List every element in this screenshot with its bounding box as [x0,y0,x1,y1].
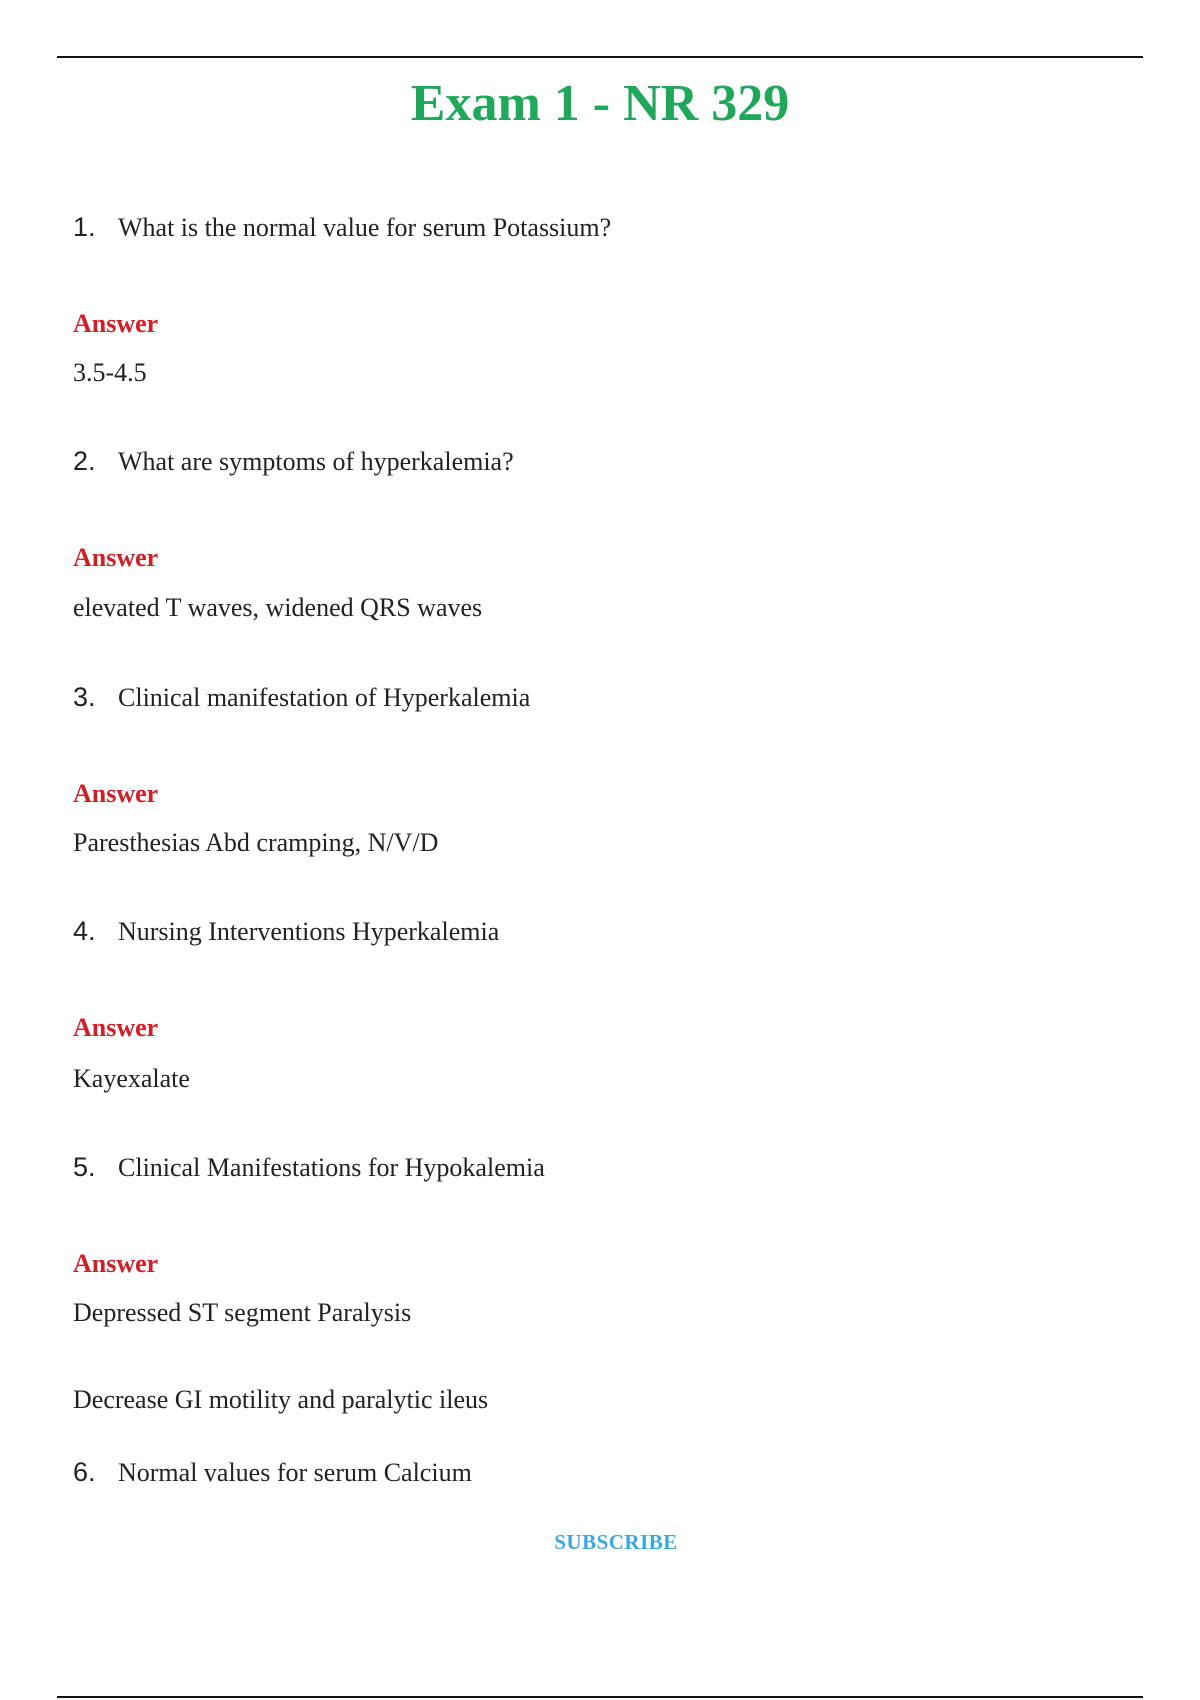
question-number: 4. [73,916,96,946]
top-rule [57,56,1143,58]
answer-text-5b: Decrease GI motility and paralytic ileus [73,1385,489,1414]
question-4 [73,914,499,949]
answer-label-5: Answer [73,1249,159,1278]
question-text: What is the normal value for serum Potassium? [118,213,612,242]
answer-label-3: Answer [73,779,159,808]
question-number: 5. [73,1152,96,1182]
question-5 [73,1150,545,1185]
subscribe-link[interactable]: SUBSCRIBE [554,1530,678,1554]
question-text: What are symptoms of hyperkalemia? [118,447,514,476]
answer-text-5a: Depressed ST segment Paralysis [73,1298,412,1327]
answer-label-1: Answer [73,309,159,338]
answer-text-3: Paresthesias Abd cramping, N/V/D [73,828,439,857]
question-3 [73,680,530,715]
question-number: 2. [73,446,96,476]
answer-text-2: elevated T waves, widened QRS waves [73,593,483,622]
answer-text-4: Kayexalate [73,1064,190,1093]
answer-label-4: Answer [73,1013,159,1042]
question-2 [73,444,514,479]
answer-label-2: Answer [73,543,159,572]
question-text: Clinical manifestation of Hyperkalemia [118,683,531,712]
question-text: Clinical Manifestations for Hypokalemia [118,1153,545,1182]
question-1 [73,210,611,245]
question-text: Nursing Interventions Hyperkalemia [118,917,500,946]
question-number: 6. [73,1457,96,1487]
answer-text-1: 3.5-4.5 [73,358,147,387]
bottom-rule [57,1696,1143,1698]
page-title: Exam 1 - NR 329 [410,75,790,132]
question-6 [73,1455,472,1490]
question-number: 3. [73,682,96,712]
question-number: 1. [73,212,96,242]
question-text: Normal values for serum Calcium [118,1458,472,1487]
